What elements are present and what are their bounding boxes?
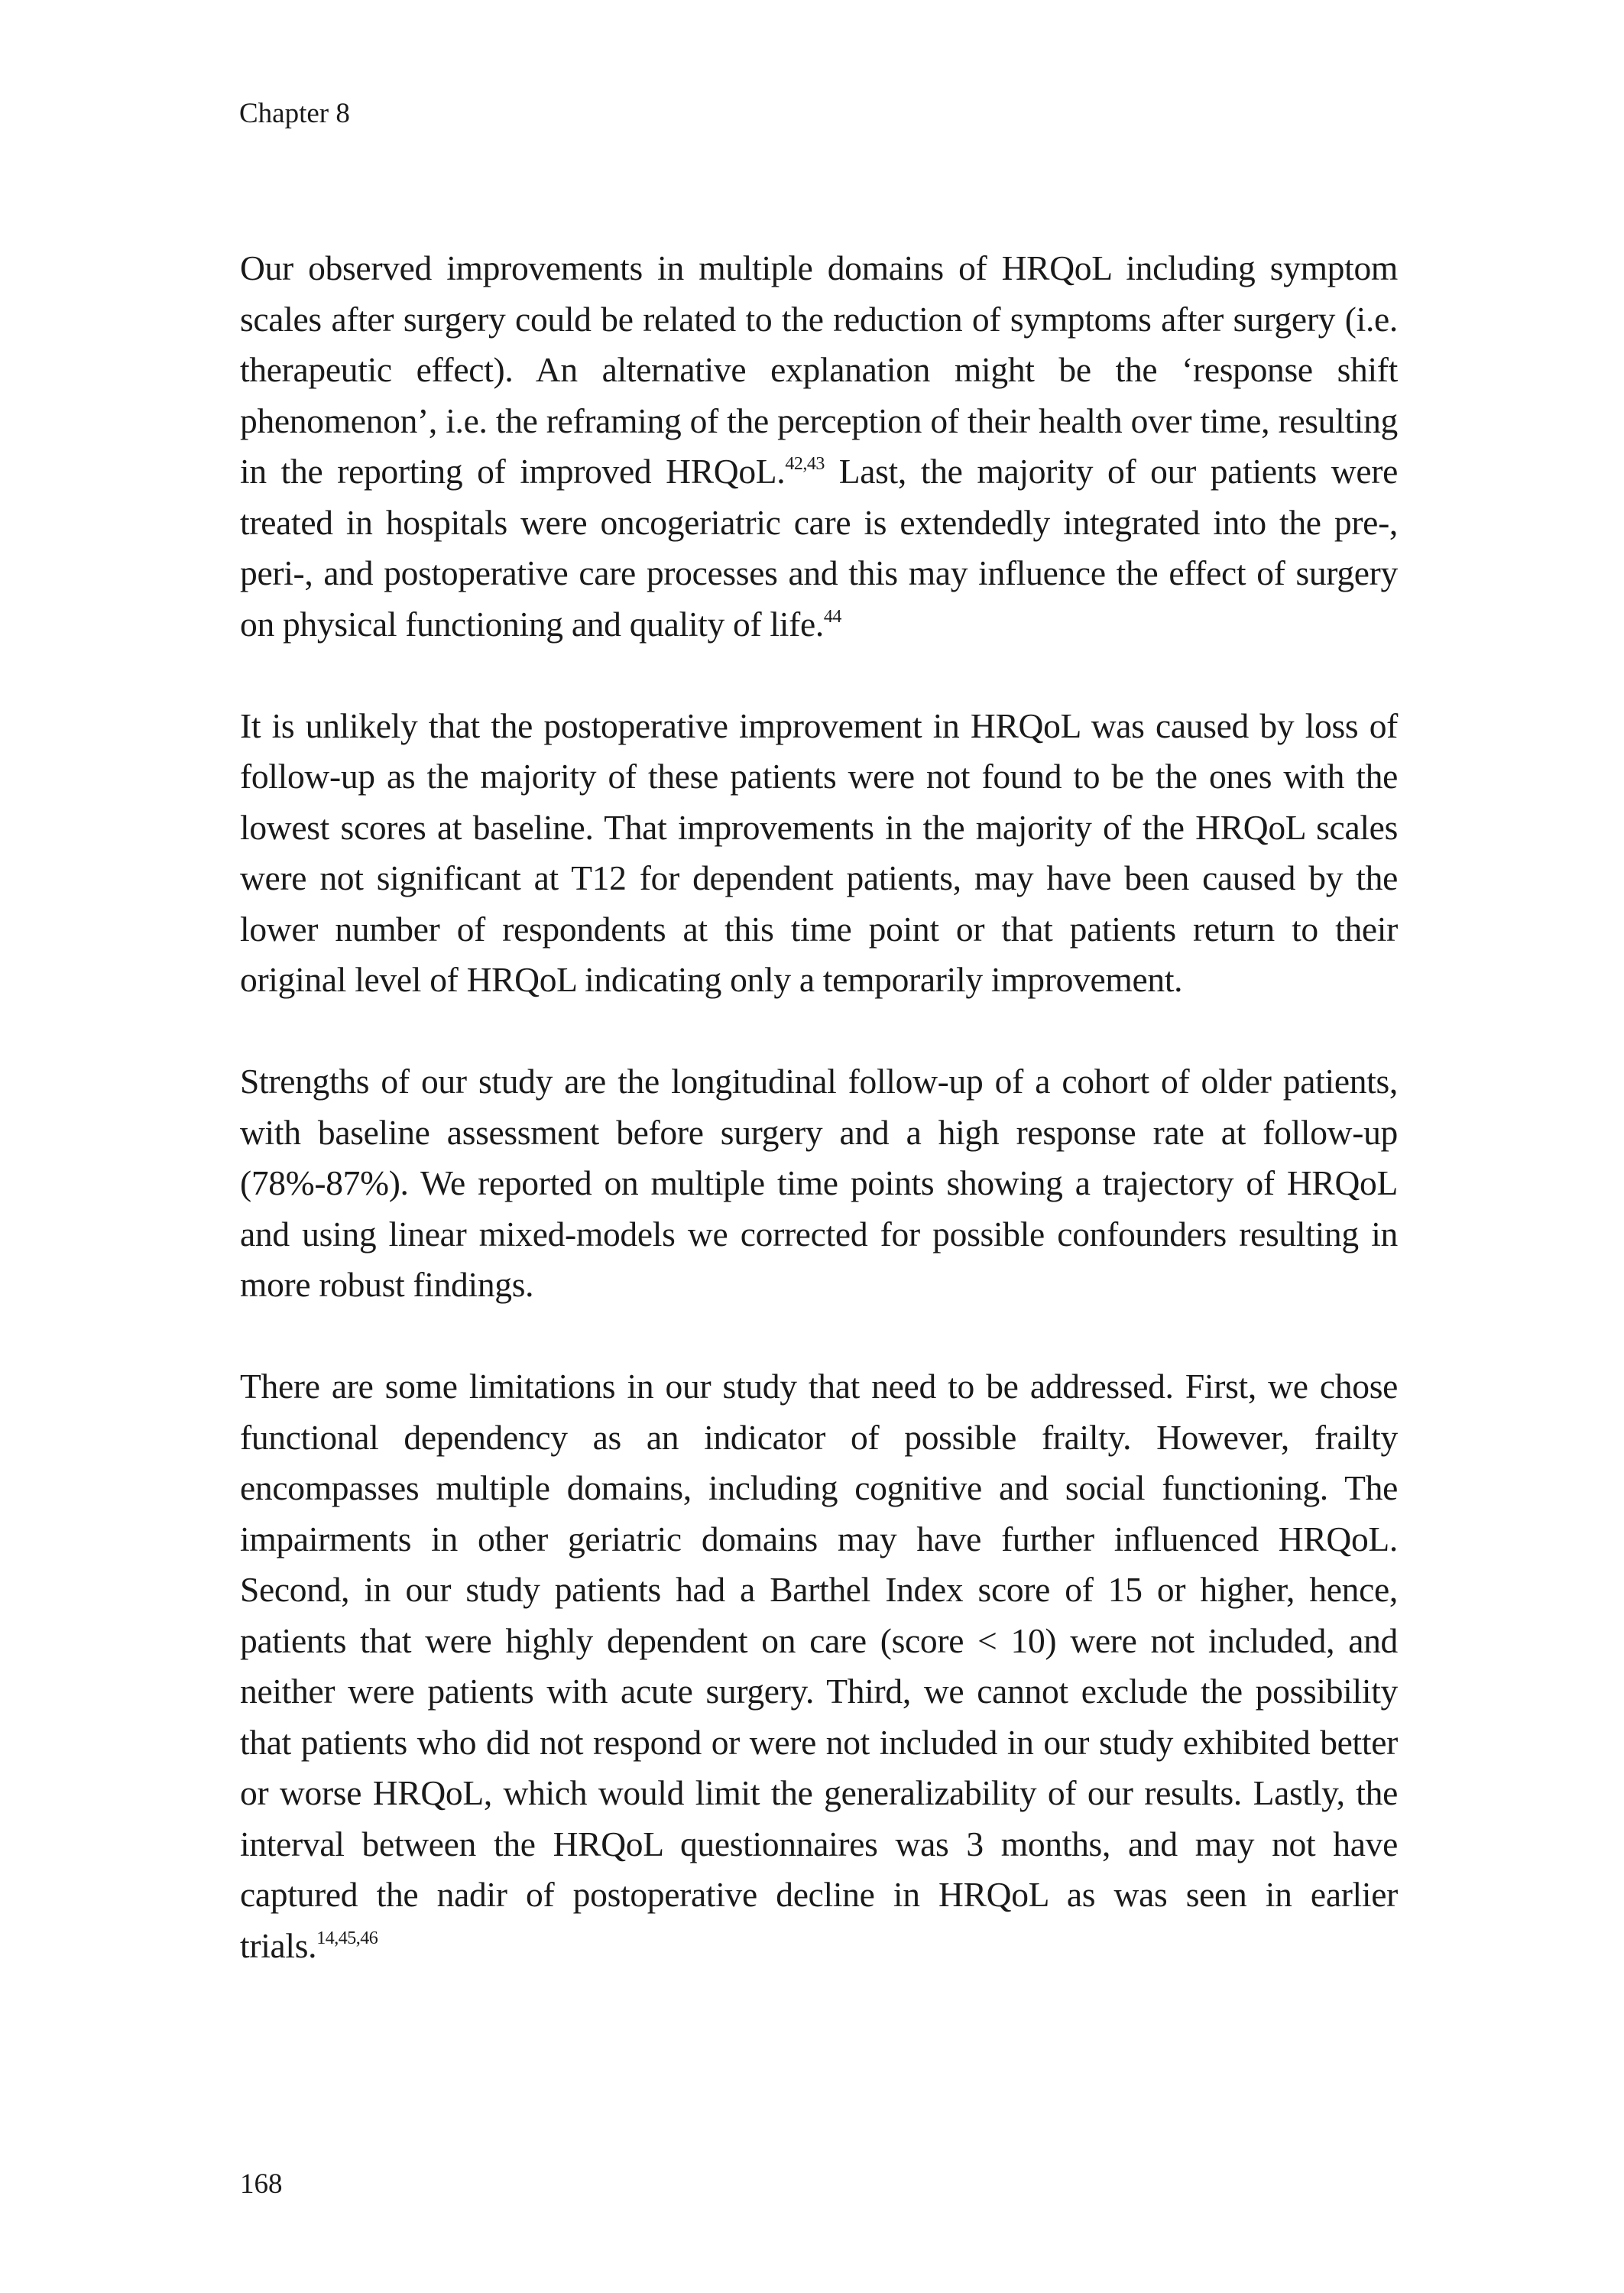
paragraph-1 xyxy=(240,243,1398,650)
running-head: Chapter 8 xyxy=(239,98,350,129)
paragraph-text: There are some limitations in our study that need to be addressed. First, we chose functional dependency as an indicator of possible frailty. However, frailty encompasses multiple domains, including cognitive and social functioning. The impairments in other geriatric domains may have further influenced HRQoL. Second, in our study patients had a Barthel Index score of 15 or higher, hence, patients that were highly dependent on care (score < 10) were not included, and neither were patients with acute surgery. Third, we cannot exclude the possibility that patients who did not respond or were not included in our study exhibited better or worse HRQoL, which would limit the generalizability of our results. Lastly, the interval between the HRQoL questionnaires was 3 months, and may not have captured the nadir of postoperative decline in HRQoL as was seen in earlier trials. xyxy=(240,1367,1398,1965)
paragraph-3 xyxy=(240,1056,1398,1311)
paragraph-text: Strengths of our study are the longitudinal follow-up of a cohort of older patients, with baseline assessment before surgery and a high response rate at follow-up (78%-87%). We reported on multiple time points showing a trajectory of HRQoL and using linear mixed-models we corrected for possible confounders resulting in more robust findings. xyxy=(240,1062,1398,1304)
paragraph-text: Last, the majority of our patients were treated in hospitals were oncogeriatric care is extendedly integrated into the pre-, peri-, and postoperative care processes and this may influence the effect of surgery on physical functioning and quality of life. xyxy=(240,452,1398,644)
body-text xyxy=(240,243,1398,1971)
paragraph-text: It is unlikely that the postoperative improvement in HRQoL was caused by loss of follow-up as the majority of these patients were not found to be the ones with the lowest scores at baseline. That improvements in the majority of the HRQoL scales were not significant at T12 for dependent patients, may have been caused by the lower number of respondents at this time point or that patients return to their original level of HRQoL indicating only a temporarily improvement. xyxy=(240,705,1398,999)
citation-superscript: 44 xyxy=(823,606,841,627)
paragraph-2 xyxy=(240,701,1398,1006)
paragraph-4 xyxy=(240,1361,1398,1971)
citation-superscript: 42,43 xyxy=(785,454,825,474)
paragraph-text: Our observed improvements in multiple domains of HRQoL including symptom scales after surgery could be related to the reduction of symptoms after surgery (i.e. therapeutic effect). An alternative explanation might be the ‘response shift phenomenon’, i.e. the reframing of the perception of their health over time, resulting in the reporting of improved HRQoL. xyxy=(240,248,1398,491)
page-number: 168 xyxy=(240,2168,283,2200)
citation-superscript: 14,45,46 xyxy=(316,1928,378,1948)
